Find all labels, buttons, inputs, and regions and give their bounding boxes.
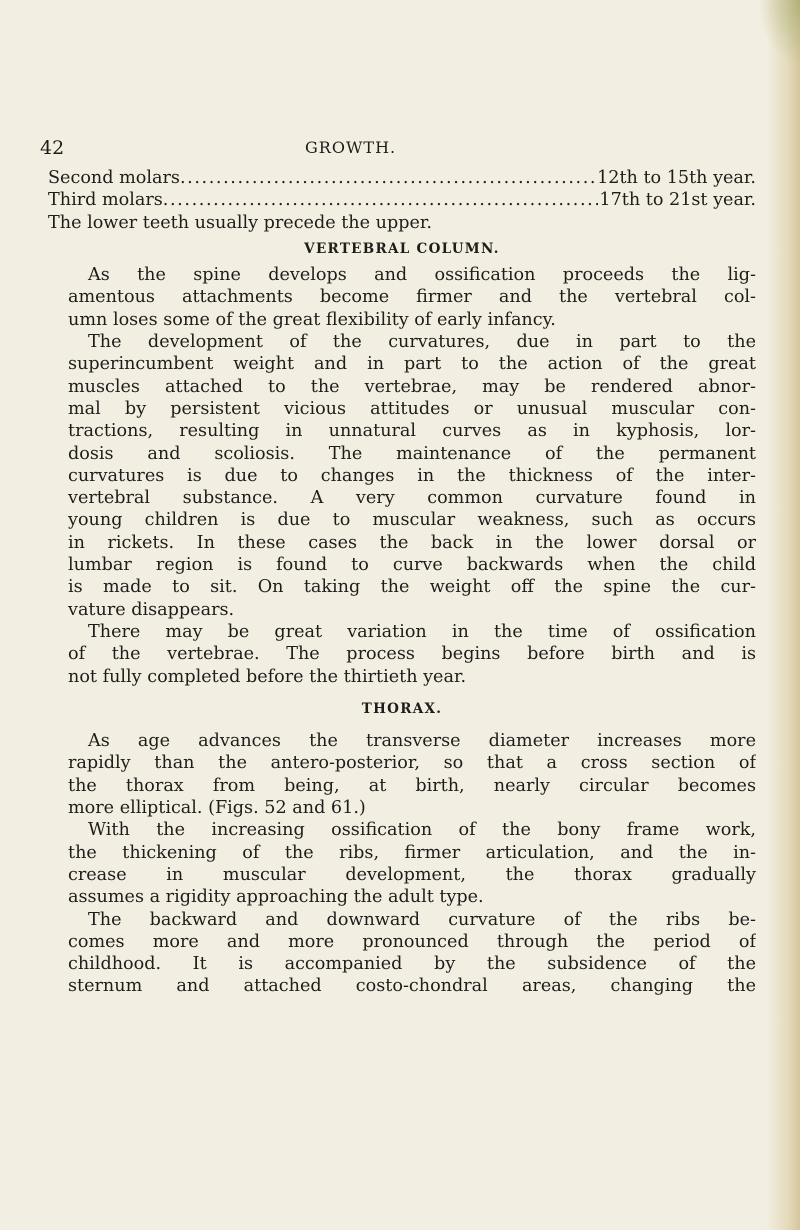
text-line: muscles attached to the vertebrae, may be rendered abnor- — [68, 376, 756, 397]
text-line: dosis and scoliosis. The maintenance of the permanent — [68, 443, 756, 464]
text-line: childhood. It is accompanied by the subsidence of the — [68, 954, 756, 975]
text-line: more elliptical. (Figs. 52 and 61.) — [68, 798, 366, 819]
paragraph — [48, 730, 756, 819]
text-line: With the increasing ossification of the bony frame work, — [88, 820, 756, 841]
paragraph — [48, 909, 756, 998]
paragraph — [48, 621, 756, 688]
text-line: lumbar region is found to curve backwards when the child — [68, 555, 756, 576]
text-line: vature disappears. — [68, 599, 235, 620]
text-line: rapidly than the antero-posterior, so that a cross section of — [68, 753, 756, 774]
section-heading-thorax: THORAX. — [361, 700, 443, 717]
text-line: tractions, resulting in unnatural curves as in kyphosis, lor- — [68, 421, 756, 442]
text-line: assumes a rigidity approaching the adult type. — [68, 887, 484, 908]
text-line: curvatures is due to changes in the thickness of the inter- — [68, 465, 756, 486]
text-line: young children is due to muscular weakness, such as occurs — [68, 510, 756, 531]
text-line: The backward and downward curvature of the ribs be- — [88, 909, 756, 930]
paragraph — [48, 264, 756, 331]
page-header — [40, 137, 780, 161]
text-line: vertebral substance. A very common curvature found in — [68, 488, 756, 509]
text-line: As age advances the transverse diameter increases more — [88, 731, 756, 752]
section-heading-vertebral-column: VERTEBRAL COLUMN. — [304, 240, 500, 257]
text-line: As the spine develops and ossification proceeds the lig- — [88, 265, 756, 286]
text-line: in rickets. In these cases the back in the lower dorsal or — [68, 532, 756, 553]
corner-stain — [760, 0, 800, 60]
text-line: the thickening of the ribs, firmer articulation, and the in- — [68, 842, 756, 863]
text-line: mal by persistent vicious attitudes or unusual muscular con- — [68, 398, 756, 419]
paragraph — [48, 331, 756, 621]
leader-dots — [163, 189, 599, 211]
dentition-row-label: Second molars — [48, 168, 180, 188]
dentition-row — [48, 167, 756, 189]
text-line: superincumbent weight and in part to the action of the great — [68, 354, 756, 375]
dentition-row-value: 12th to 15th year. — [597, 168, 756, 188]
text-line: the thorax from being, at birth, nearly circular becomes — [68, 775, 756, 796]
running-head: GROWTH. — [305, 138, 397, 157]
text-line: crease in muscular development, the thorax gradually — [68, 864, 756, 885]
page-number: 42 — [40, 137, 65, 159]
text-block — [48, 167, 756, 998]
dentition-row-label: Third molars — [48, 190, 163, 211]
text-line: of the vertebrae. The process begins before birth and is — [68, 644, 756, 665]
text-line: comes more and more pronounced through the period of — [68, 931, 756, 952]
lower-teeth-note: The lower teeth usually precede the upper. — [48, 212, 432, 233]
text-line: is made to sit. On taking the weight off the spine the cur- — [68, 577, 756, 598]
text-line: not fully completed before the thirtieth year. — [68, 666, 467, 687]
text-line: There may be great variation in the time of ossification — [88, 621, 756, 642]
dentition-row-value: 17th to 21st year. — [599, 190, 756, 211]
dentition-row — [48, 189, 756, 211]
text-line: The development of the curvatures, due in part to the — [88, 332, 756, 353]
paragraph — [48, 819, 756, 908]
page-edge-shading — [766, 0, 800, 1230]
text-line: umn loses some of the great flexibility of early infancy. — [68, 309, 556, 330]
leader-dots — [180, 167, 596, 189]
text-line: sternum and attached costo-chondral areas, changing the — [68, 976, 756, 997]
text-line: amentous attachments become firmer and the vertebral col- — [68, 287, 756, 308]
